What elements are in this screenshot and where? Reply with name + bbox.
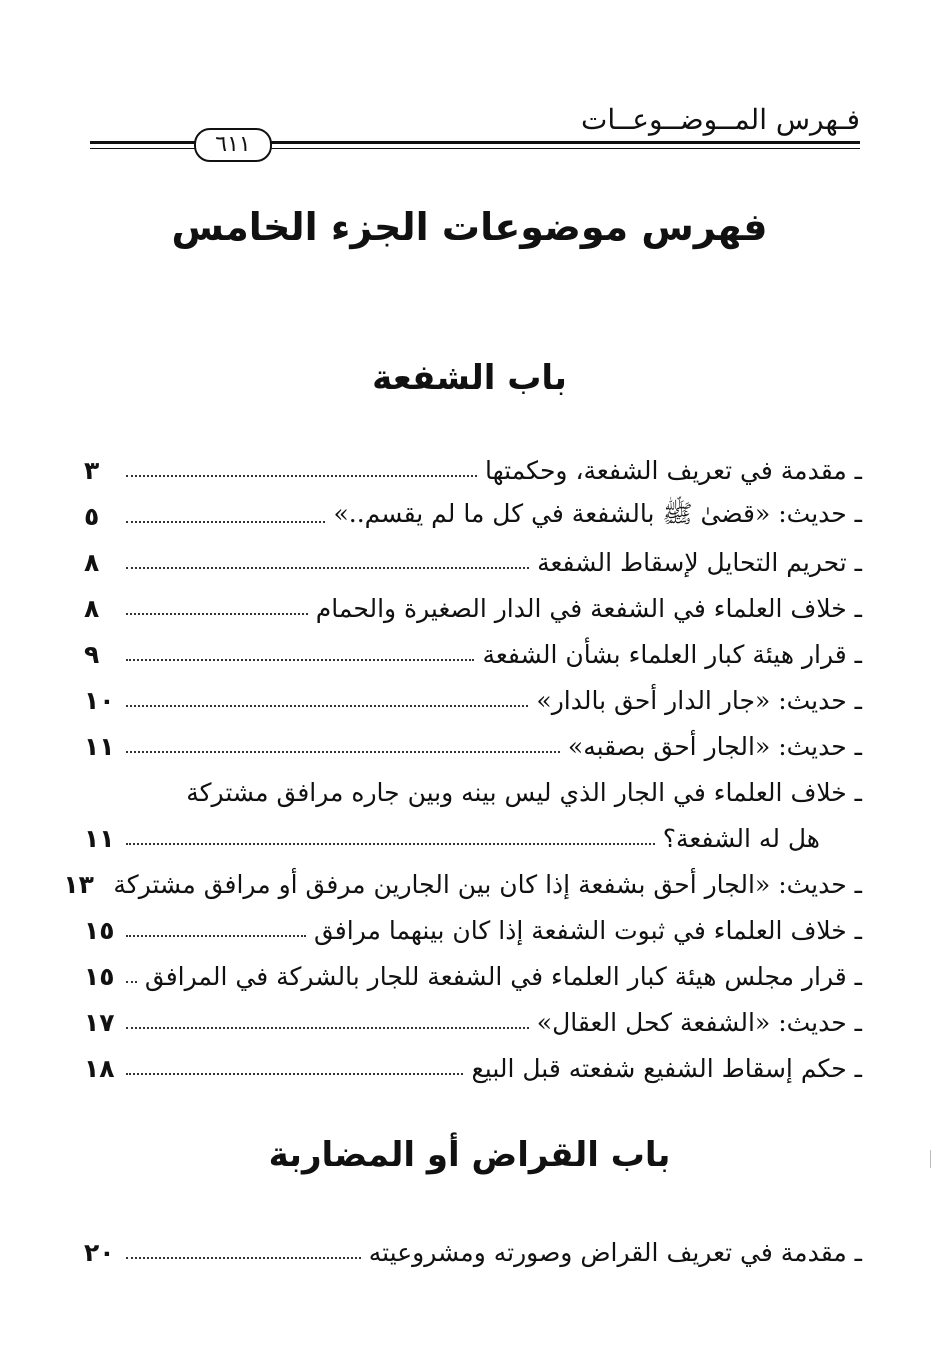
toc-entry-text: هل له الشفعة؟: [662, 823, 820, 853]
toc-entry-text: ـ تحريم التحايل لإسقاط الشفعة: [537, 547, 862, 577]
dot-leader: [126, 1257, 361, 1259]
dot-leader: [126, 751, 560, 753]
running-title: فـهرس المــوضــوعــات: [580, 103, 860, 136]
page-title: فهرس موضوعات الجزء الخامس: [171, 205, 768, 249]
toc-entry[interactable]: [84, 956, 862, 996]
toc-entry-text: ـ حديث: «جار الدار أحق بالدار»: [536, 685, 862, 715]
toc-entry-continuation[interactable]: [84, 818, 862, 858]
toc-entry-page: ٣: [84, 455, 100, 485]
toc-entry-page: ١٨: [84, 1053, 115, 1083]
running-header: [90, 95, 860, 165]
toc-entry[interactable]: [84, 450, 862, 490]
toc-entry[interactable]: [84, 542, 862, 582]
toc-entry-text: ـ خلاف العلماء في الشفعة في الدار الصغيرة والحمام: [315, 593, 862, 623]
toc-entry-text: ـ حديث: «الجار أحق بشفعة إذا كان بين الجارين مرفق أو مرافق مشتركة: [113, 869, 862, 899]
section-title-shufaa: باب الشفعة: [372, 358, 567, 398]
toc-entry-page: ٥: [84, 501, 100, 531]
toc-entry-page: ١٥: [84, 961, 115, 991]
toc-entry-page: ٨: [84, 547, 100, 577]
toc-entry-page: ٢٠: [84, 1237, 115, 1267]
dot-leader: [126, 843, 655, 845]
scan-margin-mark: [930, 1150, 931, 1168]
toc-entry-text: ـ قرار مجلس هيئة كبار العلماء في الشفعة للجار بالشركة في المرافق: [144, 961, 862, 991]
dot-leader: [126, 613, 308, 615]
toc-entry-text: ـ حديث: «الجار أحق بصقبه»: [567, 731, 862, 761]
toc-entry-page: ١٣: [63, 869, 94, 899]
toc-entry[interactable]: [84, 496, 862, 536]
toc-entry-page: ١٠: [84, 685, 115, 715]
toc-entry[interactable]: [84, 1232, 862, 1272]
toc-entry-text: ـ حديث: «الشفعة كحل العقال»: [536, 1007, 862, 1037]
toc-entry[interactable]: [84, 588, 862, 628]
toc-entry[interactable]: [84, 634, 862, 674]
toc-entry-page: ١٧: [84, 1007, 115, 1037]
toc-entry-text: ـ حكم إسقاط الشفيع شفعته قبل البيع: [471, 1053, 862, 1083]
toc-entry[interactable]: [84, 910, 862, 950]
toc-entry-page: ١١: [84, 731, 115, 761]
toc-entry-page: ٨: [84, 593, 100, 623]
toc-entry-text: ـ قرار هيئة كبار العلماء بشأن الشفعة: [482, 639, 862, 669]
toc-entry[interactable]: [84, 680, 862, 720]
toc-entry-page: ١١: [84, 823, 115, 853]
dot-leader: [126, 935, 306, 937]
toc-entry-text: ـ مقدمة في تعريف القراض وصورته ومشروعيته: [368, 1237, 862, 1267]
toc-entry-text: ـ حديث: «قضىٰ ﷺ بالشفعة في كل ما لم يقسم..»: [333, 498, 862, 528]
dot-leader: [126, 475, 477, 477]
dot-leader: [126, 659, 474, 661]
toc-entry-text: ـ مقدمة في تعريف الشفعة، وحكمتها: [485, 455, 862, 485]
toc-entry[interactable]: [84, 772, 862, 812]
toc-entry-text: ـ خلاف العلماء في الجار الذي ليس بينه وبين جاره مرافق مشتركة: [186, 777, 862, 807]
toc-entry-page: ٩: [84, 639, 100, 669]
page-number-badge: ٦١١: [194, 128, 272, 162]
section-title-qirad: باب القراض أو المضاربة: [268, 1135, 671, 1175]
toc-entry[interactable]: [84, 726, 862, 766]
dot-leader: [126, 1073, 463, 1075]
toc-entry[interactable]: [63, 864, 862, 904]
toc-entry-text: ـ خلاف العلماء في ثبوت الشفعة إذا كان بينهما مرافق: [313, 915, 862, 945]
dot-leader: [126, 981, 137, 983]
dot-leader: [126, 705, 528, 707]
dot-leader: [126, 567, 529, 569]
dot-leader: [126, 1027, 529, 1029]
toc-entry[interactable]: [84, 1002, 862, 1042]
toc-entry-page: ١٥: [84, 915, 115, 945]
dot-leader: [126, 521, 325, 523]
toc-entry[interactable]: [84, 1048, 862, 1088]
